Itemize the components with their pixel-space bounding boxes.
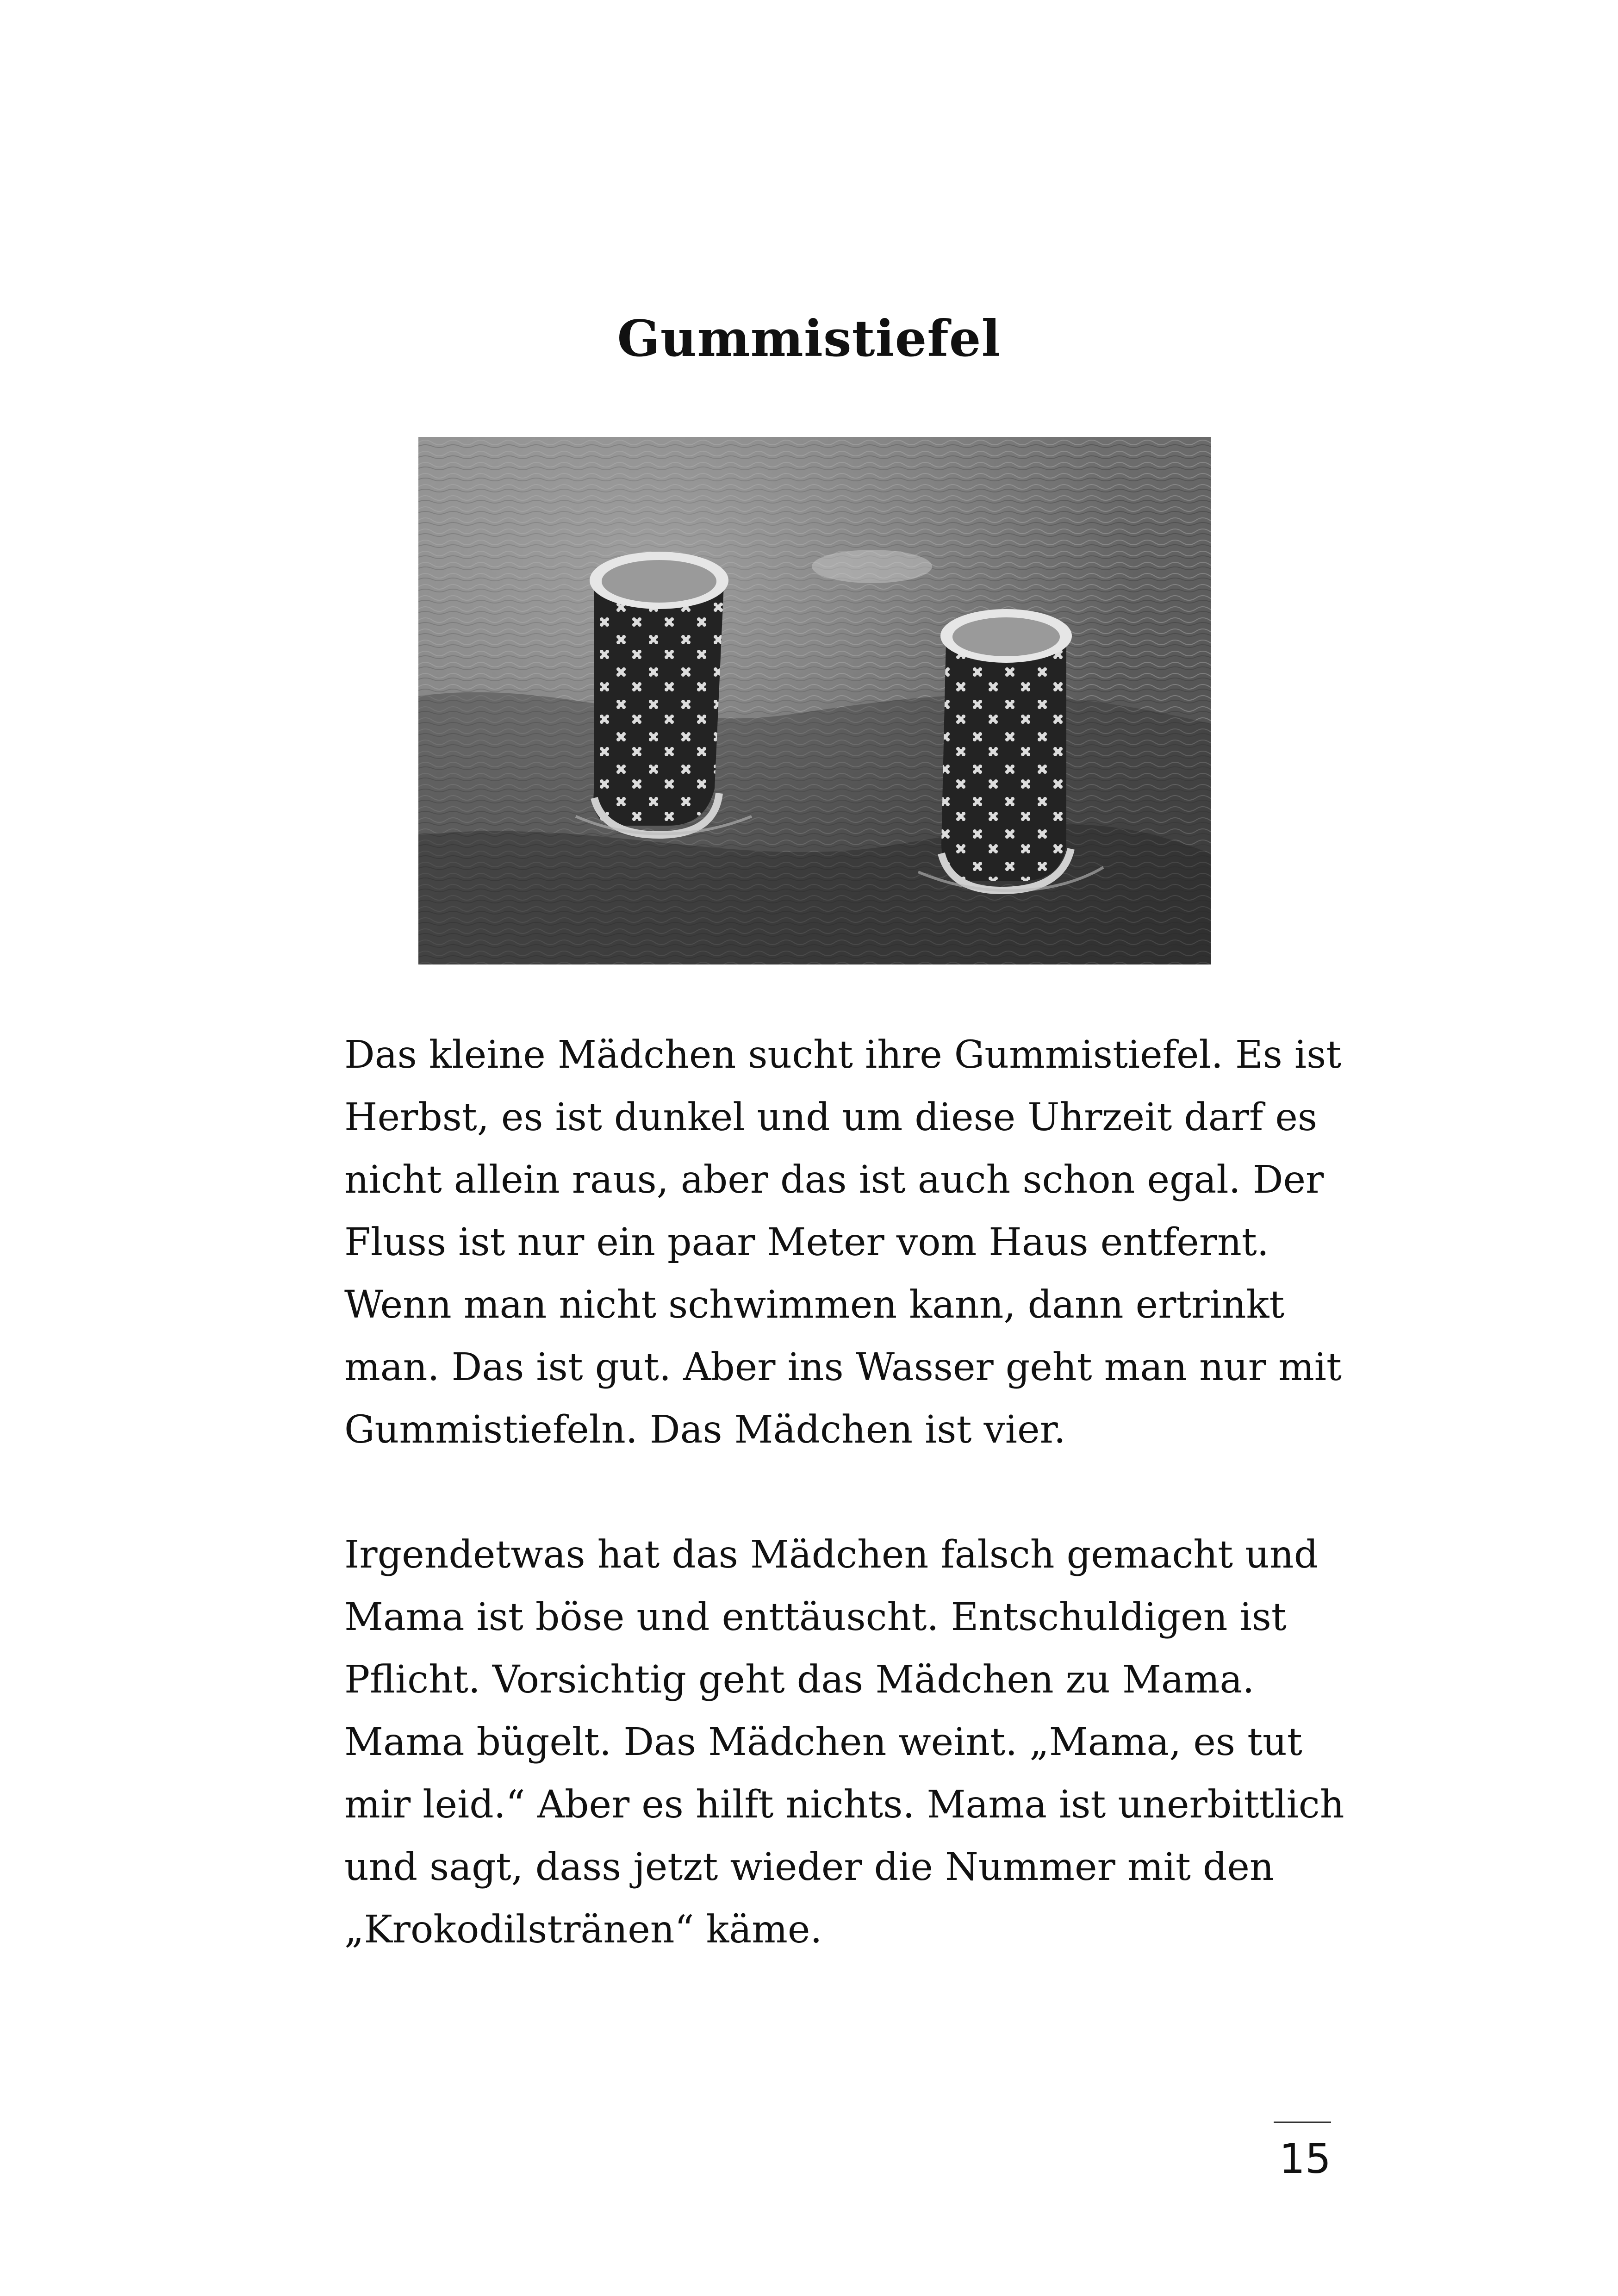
paragraph-2 xyxy=(344,1524,1344,1961)
text-line: Irgendetwas hat das Mädchen falsch gemacht und xyxy=(344,1533,1319,1577)
text-line: Pflicht. Vorsichtig geht das Mädchen zu Mama. xyxy=(344,1658,1255,1702)
text-line: und sagt, dass jetzt wieder die Nummer mit den xyxy=(344,1845,1274,1889)
text-line: man. Das ist gut. Aber ins Wasser geht man nur mit xyxy=(344,1345,1342,1389)
boots-photo xyxy=(418,437,1211,964)
page-title: Gummistiefel xyxy=(617,310,1001,368)
text-line: Herbst, es ist dunkel und um diese Uhrzeit darf es xyxy=(344,1095,1317,1139)
footer-rule xyxy=(1274,2122,1331,2123)
page-number: 15 xyxy=(1279,2135,1331,2183)
left-boot-icon xyxy=(590,552,728,835)
text-line: Das kleine Mädchen sucht ihre Gummistiefel. Es ist xyxy=(344,1033,1342,1077)
body-text xyxy=(344,1024,1344,1961)
text-line: Mama bügelt. Das Mädchen weint. „Mama, es tut xyxy=(344,1720,1302,1764)
right-boot-icon xyxy=(940,609,1072,890)
text-line: Mama ist böse und enttäuscht. Entschuldigen ist xyxy=(344,1595,1287,1639)
text-line: Fluss ist nur ein paar Meter vom Haus entfernt. xyxy=(344,1220,1269,1264)
text-line: „Krokodilstränen“ käme. xyxy=(344,1908,822,1952)
boots-photo-image xyxy=(418,437,1211,964)
text-line: mir leid.“ Aber es hilft nichts. Mama ist unerbittlich xyxy=(344,1783,1344,1827)
paragraph-1 xyxy=(344,1024,1344,1461)
text-line: nicht allein raus, aber das ist auch schon egal. Der xyxy=(344,1158,1324,1202)
text-line: Wenn man nicht schwimmen kann, dann ertrinkt xyxy=(344,1283,1285,1327)
text-line: Gummistiefeln. Das Mädchen ist vier. xyxy=(344,1408,1066,1452)
